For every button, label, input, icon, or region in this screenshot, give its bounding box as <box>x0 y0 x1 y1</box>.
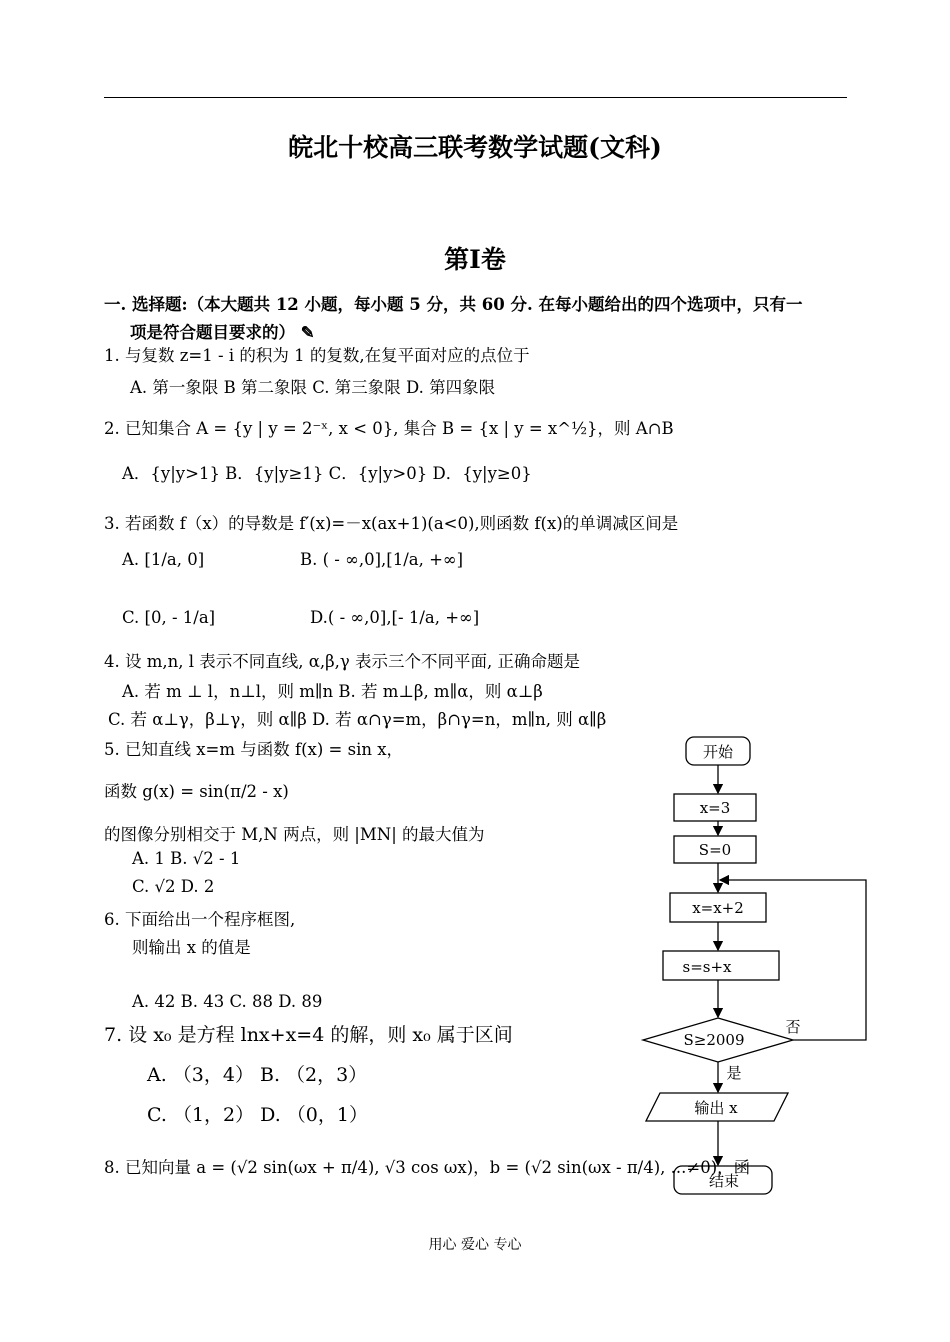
question-6-options: A. 42 B. 43 C. 88 D. 89 <box>132 992 323 1011</box>
question-3-option-c: C. [0, - 1/a] <box>122 608 216 627</box>
question-7-options-ab: A. （3，4） B. （2，3） <box>147 1064 368 1086</box>
volume-heading: 第I卷 <box>444 245 506 274</box>
pen-icon: ✎ <box>300 323 315 342</box>
page-footer: 用心 爱心 专心 <box>428 1237 522 1253</box>
flowchart-update-s-label: s=s+x <box>682 958 732 976</box>
question-5-options-ab: A. 1 B. √2 - 1 <box>132 849 241 868</box>
flowchart-output-label: 输出 x <box>694 1099 738 1117</box>
question-5-stem: 5. 已知直线 x=m 与函数 f(x) = sin x， <box>104 740 404 759</box>
flowchart-init-x-label: x=3 <box>699 799 731 817</box>
question-2-stem: 2. 已知集合 A = {y | y = 2⁻ˣ, x < 0}, 集合 B = {x | y = x^½}，则 A∩B <box>104 419 674 438</box>
question-4-stem: 4. 设 m,n, l 表示不同直线, α,β,γ 表示三个不同平面, 正确命题是 <box>104 652 581 671</box>
question-7-options-cd: C. （1，2） D. （0，1） <box>147 1104 368 1126</box>
question-6-line2: 则输出 x 的值是 <box>132 938 251 957</box>
question-3-option-d: D.( - ∞,0],[- 1/a, +∞] <box>310 608 480 627</box>
flowchart-start-label: 开始 <box>702 743 734 761</box>
flowchart-init-s-label: S=0 <box>698 841 732 859</box>
section-heading-line2: 项是符合题目要求的） ✎ <box>130 323 315 342</box>
page-title: 皖北十校高三联考数学试题(文科) <box>288 133 662 162</box>
question-3-option-a: A. [1/a, 0] <box>122 550 205 569</box>
question-6-stem: 6. 下面给出一个程序框图, <box>104 910 296 929</box>
question-5-options-cd: C. √2 D. 2 <box>132 877 215 896</box>
flowchart-end-label: 结束 <box>708 1172 740 1190</box>
question-5-function-g: 函数 g(x) = sin(π/2 - x) <box>104 782 289 801</box>
flowchart-update-x-label: x=x+2 <box>692 899 744 917</box>
flowchart-condition-label: S≥2009 <box>683 1031 745 1049</box>
question-1-stem: 1. 与复数 z=1 - i 的积为 1 的复数,在复平面对应的点位于 <box>104 346 530 365</box>
question-4-options-cd: C. 若 α⊥γ，β⊥γ，则 α∥β D. 若 α∩γ=m，β∩γ=n，m∥n, 则 α∥β <box>108 710 607 729</box>
question-4-options-ab: A. 若 m ⊥ l，n⊥l，则 m∥n B. 若 m⊥β, m∥α，则 α⊥β <box>122 682 543 701</box>
flowchart-yes-label: 是 <box>726 1064 742 1082</box>
question-3-stem: 3. 若函数 f（x）的导数是 f′(x)=－x(ax+1)(a<0),则函数 f(x)的单调减区间是 <box>104 514 679 533</box>
question-3-option-b: B. ( - ∞,0],[1/a, +∞] <box>300 550 464 569</box>
question-1-options: A. 第一象限 B 第二象限 C. 第三象限 D. 第四象限 <box>130 378 496 397</box>
question-5-line3: 的图像分别相交于 M,N 两点，则 |MN| 的最大值为 <box>104 825 485 844</box>
section-heading-line1: 一. 选择题:（本大题共 12 小题，每小题 5 分，共 60 分. 在每小题给出的四个选项中，只有一 <box>104 295 803 314</box>
question-7-stem: 7. 设 x₀ 是方程 lnx+x=4 的解，则 x₀ 属于区间 <box>104 1024 513 1046</box>
question-8-stem: 8. 已知向量 a = (√2 sin(ωx + π/4), √3 cos ωx)，b = (√2 sin(ωx - π/4), ...≠0)，函 <box>104 1158 751 1177</box>
question-2-options: A．{y|y>1} B．{y|y≥1} C．{y|y>0} D．{y|y≥0} <box>122 464 532 483</box>
flowchart-no-label: 否 <box>785 1018 801 1036</box>
